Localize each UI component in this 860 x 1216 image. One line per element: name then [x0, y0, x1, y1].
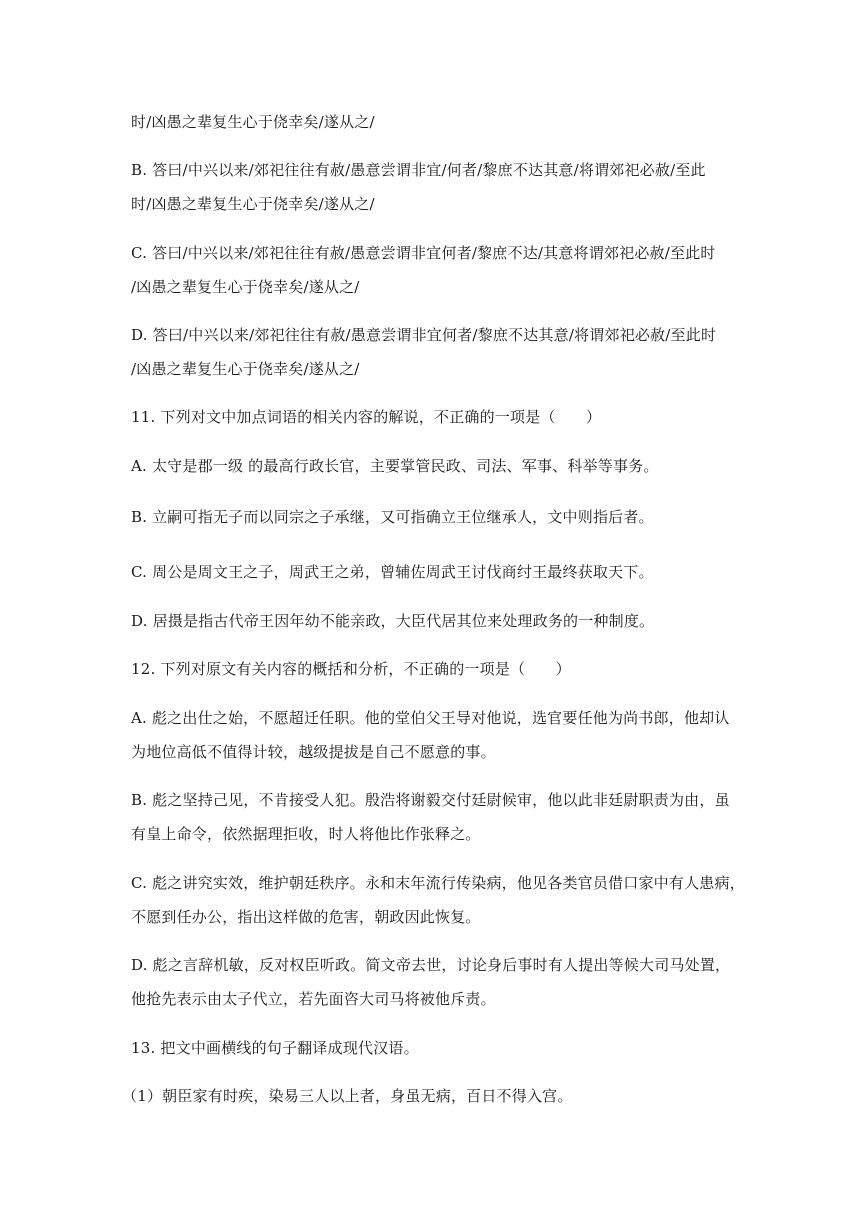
- option-b-line-1: B. 答曰/中兴以来/郊祀往往有赦/愚意尝谓非宜/何者/黎庶不达其意/将谓郊祀必赦/至此: [131, 161, 706, 179]
- q12-option-d-line-2: 他抢先表示由太子代立，若先面咨大司马将被他斥责。: [131, 990, 496, 1008]
- q12-option-a-line-2: 为地位高低不值得计较，越级提拔是自己不愿意的事。: [131, 743, 496, 761]
- q12-option-c-line-2: 不愿到任办公，指出这样做的危害，朝政因此恢复。: [131, 908, 481, 926]
- q11-option-b: B. 立嗣可指无子而以同宗之子承继，又可指确立王位继承人，文中则指后者。: [131, 508, 654, 526]
- option-c-line-2: /凶愚之辈复生心于侥幸矣/遂从之/: [131, 278, 360, 296]
- option-d-line-1: D. 答曰/中兴以来/郊祀往往有赦/愚意尝谓非宜何者/黎庶不达其意/将谓郊祀必赦/至此时: [131, 326, 717, 344]
- q12-option-b-line-2: 有皇上命令，依然据理拒收，时人将他比作张释之。: [131, 825, 481, 843]
- q11-option-d: D. 居摄是指古代帝王因年幼不能亲政，大臣代居其位来处理政务的一种制度。: [131, 612, 655, 630]
- q12-option-a-line-1: A. 彪之出仕之始，不愿超迁任职。他的堂伯父王导对他说，选官要任他为尚书郎，他却认: [131, 709, 730, 727]
- option-c-line-1: C. 答曰/中兴以来/郊祀往往有赦/愚意尝谓非宜何者/黎庶不达/其意将谓郊祀必赦/至此时: [131, 244, 716, 262]
- question-11: 11. 下列对文中加点词语的相关内容的解说，不正确的一项是（ ）: [131, 408, 602, 426]
- text-line: 时/凶愚之辈复生心于侥幸矣/遂从之/: [131, 113, 375, 131]
- q11-option-c: C. 周公是周文王之子，周武王之弟，曾辅佐周武王讨伐商纣王最终获取天下。: [131, 563, 654, 581]
- question-13: 13. 把文中画横线的句子翻译成现代汉语。: [131, 1039, 419, 1057]
- q13-sentence-1: （1）朝臣家有时疾，染易三人以上者，身虽无病，百日不得入宫。: [122, 1087, 573, 1105]
- option-b-line-2: 时/凶愚之辈复生心于侥幸矣/遂从之/: [131, 195, 375, 213]
- q11-option-a: A. 太守是郡一级 的最高行政长官，主要掌管民政、司法、军事、科举等事务。: [131, 457, 659, 475]
- question-12: 12. 下列对原文有关内容的概括和分析，不正确的一项是（ ）: [131, 660, 571, 678]
- q12-option-c-line-1: C. 彪之讲究实效，维护朝廷秩序。永和末年流行传染病，他见各类官员借口家中有人患病，: [131, 874, 745, 892]
- q12-option-b-line-1: B. 彪之坚持己见，不肯接受人犯。殷浩将谢毅交付廷尉候审，他以此非廷尉职责为由，虽: [131, 791, 730, 809]
- option-d-line-2: /凶愚之辈复生心于侥幸矣/遂从之/: [131, 360, 360, 378]
- q12-option-d-line-1: D. 彪之言辞机敏，反对权臣听政。简文帝去世，讨论身后事时有人提出等候大司马处置，: [131, 956, 731, 974]
